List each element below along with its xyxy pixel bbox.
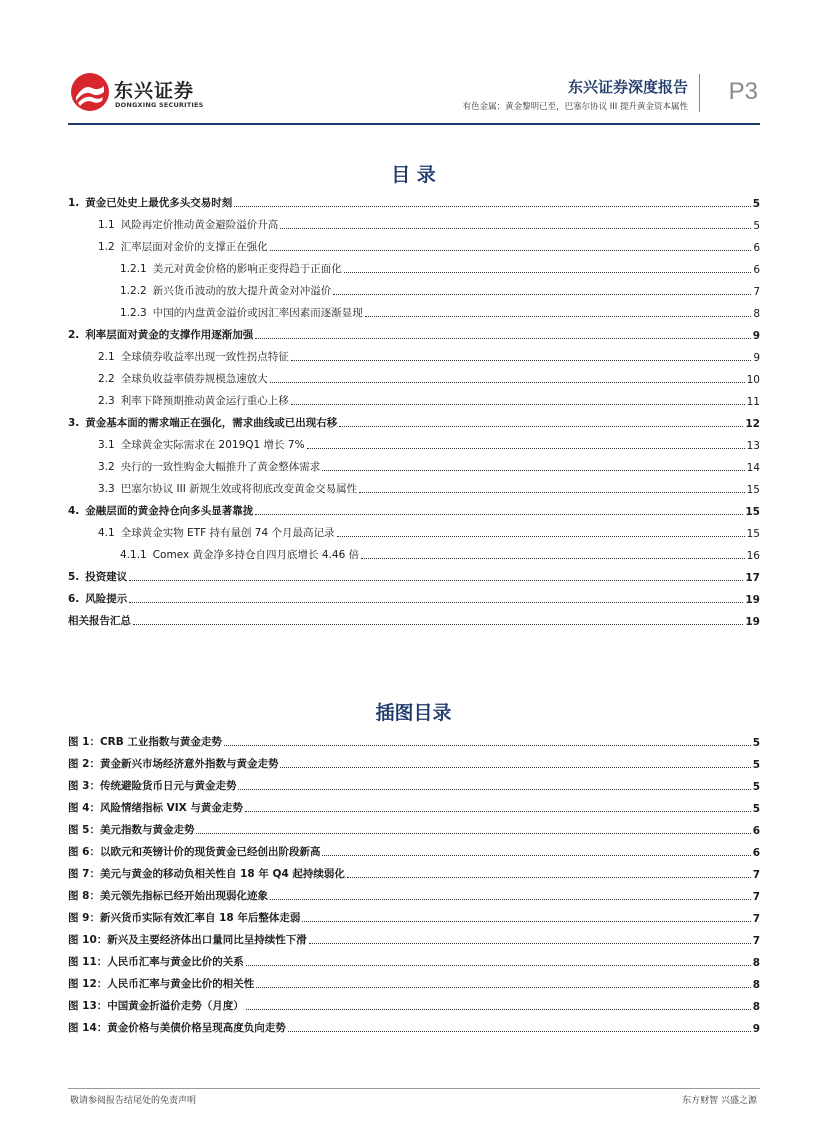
page-header <box>68 72 760 128</box>
figure-entry[interactable] <box>68 953 760 969</box>
leader-dots <box>339 426 743 427</box>
toc-entry-related-reports[interactable] <box>68 612 760 628</box>
leader-dots <box>307 448 745 449</box>
figure-entry-page: 8 <box>752 979 760 991</box>
toc-entry-page: 12 <box>745 418 760 430</box>
toc-entry-1-2-2[interactable] <box>120 282 760 298</box>
toc-entry-number: 2.2 <box>98 373 115 385</box>
toc-entry-page: 19 <box>745 616 760 628</box>
leader-dots <box>337 536 745 537</box>
toc-entry-number: 1. <box>68 197 80 209</box>
toc-entry-text: 利率层面对黄金的支撑作用逐渐加强 <box>85 329 254 341</box>
toc-entry-2-2[interactable] <box>98 370 760 386</box>
toc-entry-2[interactable] <box>68 326 760 342</box>
figure-entry-page: 6 <box>752 825 760 837</box>
toc-entry-page: 11 <box>746 396 760 408</box>
toc-entry-number: 3. <box>68 417 80 429</box>
toc-entry-text: 全球债券收益率出现一致性拐点特征 <box>120 351 289 363</box>
toc-entry-number: 2.3 <box>98 395 115 407</box>
report-subtitle: 有色金属：黄金黎明已至，巴塞尔协议 III 提升黄金资本属性 <box>462 102 688 112</box>
figure-entry-label: 图 8：美元领先指标已经开始出现弱化迹象 <box>68 890 268 902</box>
toc-entry-page: 19 <box>745 594 760 606</box>
leader-dots <box>255 514 743 515</box>
toc-entry-page: 13 <box>746 440 760 452</box>
toc-entry-text: 全球黄金实物 ETF 持有量创 74 个月最高记录 <box>120 527 335 539</box>
figure-entry[interactable] <box>68 755 760 771</box>
toc-entry-number: 1.2.3 <box>120 307 147 319</box>
leader-dots <box>238 789 750 790</box>
figure-list-title: 插图目录 <box>375 702 452 724</box>
toc-entry-2-3[interactable] <box>98 392 760 408</box>
leader-dots <box>288 1031 751 1032</box>
figure-entry-label: 图 6：以欧元和英镑计价的现货黄金已经创出阶段新高 <box>68 846 321 858</box>
leader-dots <box>359 492 744 493</box>
figure-entry[interactable] <box>68 799 760 815</box>
toc-entry-number: 3.2 <box>98 461 115 473</box>
leader-dots <box>322 470 744 471</box>
figure-entry-page: 5 <box>752 759 760 771</box>
toc-entry-1-2[interactable] <box>98 238 760 254</box>
toc-entry-number: 6. <box>68 593 80 605</box>
figure-entry[interactable] <box>68 843 760 859</box>
dongxing-logo-icon <box>70 72 110 112</box>
toc-entry-text: 风险再定价推动黄金避险溢价升高 <box>120 219 279 231</box>
figure-entry-label: 图 12：人民币汇率与黄金比价的相关性 <box>68 978 255 990</box>
figure-entry-label: 图 5：美元指数与黄金走势 <box>68 824 195 836</box>
figure-entry-page: 5 <box>752 781 760 793</box>
toc-title: 目 录 <box>391 164 436 186</box>
toc-entry-3-2[interactable] <box>98 458 760 474</box>
figure-entry-label: 图 10：新兴及主要经济体出口量同比呈持续性下滑 <box>68 934 307 946</box>
leader-dots <box>255 338 750 339</box>
leader-dots <box>344 272 752 273</box>
footer-rule <box>68 1088 760 1089</box>
figure-entry[interactable] <box>68 821 760 837</box>
header-rule <box>68 123 760 125</box>
figure-entry[interactable] <box>68 1019 760 1035</box>
toc-entry-page: 7 <box>753 286 760 298</box>
toc-entry-page: 15 <box>746 528 760 540</box>
leader-dots <box>256 987 750 988</box>
toc-entry-page: 16 <box>746 550 760 562</box>
leader-dots <box>129 602 743 603</box>
leader-dots <box>280 767 750 768</box>
company-logo <box>70 72 210 116</box>
leader-dots <box>270 250 752 251</box>
toc-entry-3-3[interactable] <box>98 480 760 496</box>
leader-dots <box>270 899 751 900</box>
figure-entry-label: 图 11：人民币汇率与黄金比价的关系 <box>68 956 244 968</box>
toc-entry-number: 2. <box>68 329 80 341</box>
toc-entry-number: 1.1 <box>98 219 115 231</box>
toc-entry-text: 利率下降预期推动黄金运行重心上移 <box>120 395 289 407</box>
leader-dots <box>246 1009 751 1010</box>
toc-entry-page: 9 <box>753 352 760 364</box>
toc-entry-1-1[interactable] <box>98 216 760 232</box>
toc-entry-4-1-1[interactable] <box>120 546 760 562</box>
toc-entry-1-2-1[interactable] <box>120 260 760 276</box>
figure-entry-page: 8 <box>752 957 760 969</box>
toc-entry-text: 全球黄金实际需求在 2019Q1 增长 7% <box>120 439 305 451</box>
toc-entry-page: 6 <box>753 242 760 254</box>
toc-entry-number: 4.1 <box>98 527 115 539</box>
figure-entry-page: 7 <box>752 935 760 947</box>
toc-entry-text: 央行的一致性购金大幅推升了黄金整体需求 <box>120 461 321 473</box>
toc-entry-text: 金融层面的黄金持仓向多头显著靠拢 <box>85 505 254 517</box>
report-title: 东兴证券深度报告 <box>567 78 688 96</box>
toc-entry-page: 5 <box>753 220 760 232</box>
leader-dots <box>246 965 751 966</box>
toc-entry-text: Comex 黄金净多持仓自四月底增长 4.46 倍 <box>152 549 360 561</box>
toc-entry-text: 汇率层面对金价的支撑正在强化 <box>120 241 268 253</box>
toc-entry-text: 中国的内盘黄金溢价或因汇率因素而逐渐显现 <box>152 307 363 319</box>
toc-entry-2-1[interactable] <box>98 348 760 364</box>
figure-entry[interactable] <box>68 865 760 881</box>
figure-entry-label: 图 9：新兴货币实际有效汇率自 18 年后整体走弱 <box>68 912 301 924</box>
toc-entry-page: 8 <box>753 308 760 320</box>
figure-entry-page: 5 <box>752 737 760 749</box>
figure-entry-page: 7 <box>752 869 760 881</box>
figure-entry[interactable] <box>68 975 760 991</box>
leader-dots <box>361 558 745 559</box>
toc-entry-number: 4. <box>68 505 80 517</box>
page-number: P3 <box>728 78 758 105</box>
footer-slogan: 东方财智 兴盛之源 <box>682 1096 757 1106</box>
figure-entry[interactable] <box>68 909 760 925</box>
toc-entry-number: 1.2.2 <box>120 285 147 297</box>
toc-entry-page: 5 <box>752 198 760 210</box>
footer-disclaimer: 敬请参阅报告结尾处的免责声明 <box>70 1096 197 1106</box>
figure-entry[interactable] <box>68 931 760 947</box>
leader-dots <box>234 206 750 207</box>
toc-entry-4[interactable] <box>68 502 760 518</box>
figure-entry-page: 6 <box>752 847 760 859</box>
toc-entry-text: 新兴货币波动的放大提升黄金对冲溢价 <box>152 285 332 297</box>
leader-dots <box>129 580 743 581</box>
figure-entry-label: 图 3：传统避险货币日元与黄金走势 <box>68 780 237 792</box>
leader-dots <box>322 855 750 856</box>
figure-entry[interactable] <box>68 887 760 903</box>
toc-entry-3-1[interactable] <box>98 436 760 452</box>
leader-dots <box>302 921 750 922</box>
leader-dots <box>333 294 751 295</box>
toc-entry-number: 1.2 <box>98 241 115 253</box>
toc-entry-number: 4.1.1 <box>120 549 147 561</box>
toc-entry-1-2-3[interactable] <box>120 304 760 320</box>
leader-dots <box>347 877 751 878</box>
header-divider <box>699 74 700 112</box>
figure-entry-page: 9 <box>752 1023 760 1035</box>
toc-entry-text: 巴塞尔协议 III 新规生效或将彻底改变黄金交易属性 <box>120 483 358 495</box>
toc-entry-4-1[interactable] <box>98 524 760 540</box>
toc-entry-text: 相关报告汇总 <box>68 615 131 627</box>
toc-entry-page: 6 <box>753 264 760 276</box>
leader-dots <box>270 382 745 383</box>
figure-entry-page: 8 <box>752 1001 760 1013</box>
toc-entry-number: 2.1 <box>98 351 115 363</box>
leader-dots <box>133 624 743 625</box>
toc-entry-page: 15 <box>745 506 760 518</box>
toc-entry-page: 9 <box>752 330 760 342</box>
toc-entry-page: 14 <box>746 462 760 474</box>
toc-entry-text: 风险提示 <box>85 593 128 605</box>
toc-entry-text: 美元对黄金价格的影响正变得趋于正面化 <box>152 263 342 275</box>
figure-entry-label: 图 2：黄金新兴市场经济意外指数与黄金走势 <box>68 758 279 770</box>
toc-entry-text: 投资建议 <box>85 571 128 583</box>
logo-chinese-name: 东兴证券 <box>114 80 195 102</box>
figure-entry-label: 图 14：黄金价格与美债价格呈现高度负向走势 <box>68 1022 286 1034</box>
leader-dots <box>196 833 750 834</box>
figure-entry-label: 图 1：CRB 工业指数与黄金走势 <box>68 736 222 748</box>
toc-entry-6[interactable] <box>68 590 760 606</box>
toc-entry-page: 15 <box>746 484 760 496</box>
toc-entry-1[interactable] <box>68 194 760 210</box>
figure-entry-label: 图 7：美元与黄金的移动负相关性自 18 年 Q4 起持续弱化 <box>68 868 345 880</box>
figure-entry[interactable] <box>68 777 760 793</box>
toc-entry-page: 10 <box>746 374 760 386</box>
figure-entry-label: 图 13：中国黄金折溢价走势（月度） <box>68 1000 244 1012</box>
toc-entry-page: 17 <box>745 572 760 584</box>
figure-entry-label: 图 4：风险情绪指标 VIX 与黄金走势 <box>68 802 243 814</box>
toc-entry-number: 3.1 <box>98 439 115 451</box>
toc-entry-3[interactable] <box>68 414 760 430</box>
leader-dots <box>309 943 751 944</box>
leader-dots <box>245 811 751 812</box>
leader-dots <box>280 228 751 229</box>
toc-entry-text: 黄金基本面的需求端正在强化，需求曲线或已出现右移 <box>85 417 338 429</box>
toc-entry-text: 黄金已处史上最优多头交易时刻 <box>85 197 233 209</box>
figure-entry[interactable] <box>68 733 760 749</box>
leader-dots <box>224 745 751 746</box>
leader-dots <box>365 316 752 317</box>
toc-entry-number: 3.3 <box>98 483 115 495</box>
figure-entry[interactable] <box>68 997 760 1013</box>
figure-entry-page: 7 <box>752 891 760 903</box>
leader-dots <box>291 404 745 405</box>
toc-entry-text: 全球负收益率债券规模急速放大 <box>120 373 268 385</box>
logo-english-name: DONGXING SECURITIES <box>115 101 204 109</box>
toc-entry-number: 1.2.1 <box>120 263 147 275</box>
figure-entry-page: 5 <box>752 803 760 815</box>
toc-entry-number: 5. <box>68 571 80 583</box>
toc-entry-5[interactable] <box>68 568 760 584</box>
figure-entry-page: 7 <box>752 913 760 925</box>
leader-dots <box>291 360 752 361</box>
